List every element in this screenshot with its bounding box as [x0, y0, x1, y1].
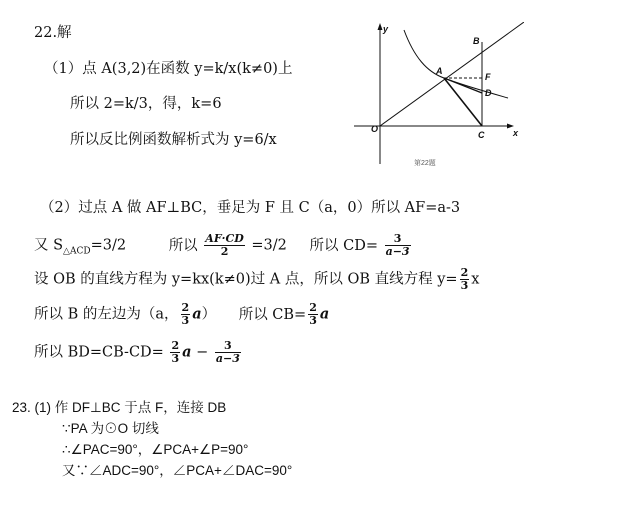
label-o: O: [371, 124, 379, 134]
bd-minus: −: [196, 344, 209, 361]
area-prefix: 又 S: [34, 237, 64, 254]
b-a: a: [192, 305, 202, 323]
area-frac-num: AF·CD: [205, 232, 244, 245]
q22-part1-line1: （1）点 A(3,2)在函数 y=k/x(k≠0)上: [44, 61, 293, 77]
hyperbola-curve: [404, 30, 508, 98]
ob-frac-den: 3: [460, 279, 469, 292]
q23-line3: ∴∠PAC=90°，∠PCA+∠P=90°: [62, 442, 249, 457]
ob-fraction: [460, 267, 470, 292]
label-c: C: [478, 130, 485, 140]
bd-fraction-2: [215, 340, 241, 365]
label-d: D: [485, 88, 492, 98]
label-y: y: [383, 24, 389, 34]
q22-ob-line: [34, 267, 479, 292]
bd-frac2-num: 3: [215, 340, 241, 353]
cd-fraction: [385, 233, 411, 258]
y-axis-arrow: [378, 23, 383, 30]
bd-prefix: 所以 BD=CB-CD=: [34, 344, 164, 361]
q22-title: 22.解: [34, 25, 72, 41]
q22-b-line: [34, 302, 329, 327]
q22-part1-line2: 所以 2=k/3，得，k=6: [70, 96, 222, 112]
ob-text: 设 OB 的直线方程为 y=kx(k≠0)过 A 点，所以 OB 直线方程 y=: [34, 271, 458, 288]
cd-prefix: 所以 CD=: [309, 237, 378, 254]
q22-part2-line1: （2）过点 A 做 AF⊥BC，垂足为 F 且 C（a，0）所以 AF=a-3: [40, 200, 461, 216]
line-ob: [380, 22, 524, 126]
b-close: ）: [201, 306, 217, 323]
cb-frac-den: 3: [309, 314, 317, 327]
cd-frac-den: a−3: [385, 245, 410, 258]
area-so: 所以: [168, 237, 198, 254]
bd-frac1-den: 3: [171, 352, 180, 365]
cb-a: a: [319, 305, 330, 323]
ob-frac-num: 2: [460, 266, 469, 279]
q23-line1: 23. (1) 作 DF⊥BC 于点 F，连接 DB: [12, 400, 227, 415]
area-value: =3/2: [90, 237, 127, 254]
label-a: A: [436, 66, 443, 76]
q22-figure: [352, 22, 524, 172]
cd-frac-num: 3: [385, 233, 411, 246]
bd-frac1-num: 2: [171, 339, 180, 352]
b-prefix: 所以 B 的左边为（a，: [34, 306, 179, 323]
cb-prefix: 所以 CB=: [238, 306, 307, 323]
area-eq: =3/2: [251, 237, 287, 254]
q22-part1-line3: 所以反比例函数解析式为 y=6/x: [70, 132, 277, 148]
ob-x: x: [471, 271, 480, 288]
label-x: x: [513, 128, 519, 138]
cb-frac-num: 2: [309, 301, 317, 314]
b-frac-num: 2: [181, 301, 190, 314]
bd-a: a: [182, 343, 192, 361]
q23-line4: 又∵∠ADC=90°，∠PCA+∠DAC=90°: [62, 463, 293, 478]
area-frac-den: 2: [220, 245, 229, 258]
bd-frac2-den: a−3: [215, 352, 240, 365]
bd-fraction-1: [170, 340, 180, 365]
q22-bd-line: [34, 340, 243, 365]
area-fraction: [204, 233, 244, 258]
cb-fraction: [308, 302, 318, 327]
q22-area-line: [34, 233, 413, 260]
b-fraction: [181, 302, 191, 327]
label-f: F: [485, 72, 491, 82]
q23-line2: ∵PA 为⊙O 切线: [62, 421, 159, 436]
area-subscript: △ACD: [63, 246, 91, 257]
figure-caption: 第22题: [414, 160, 436, 167]
label-b: B: [473, 36, 480, 46]
b-frac-den: 3: [181, 314, 190, 327]
